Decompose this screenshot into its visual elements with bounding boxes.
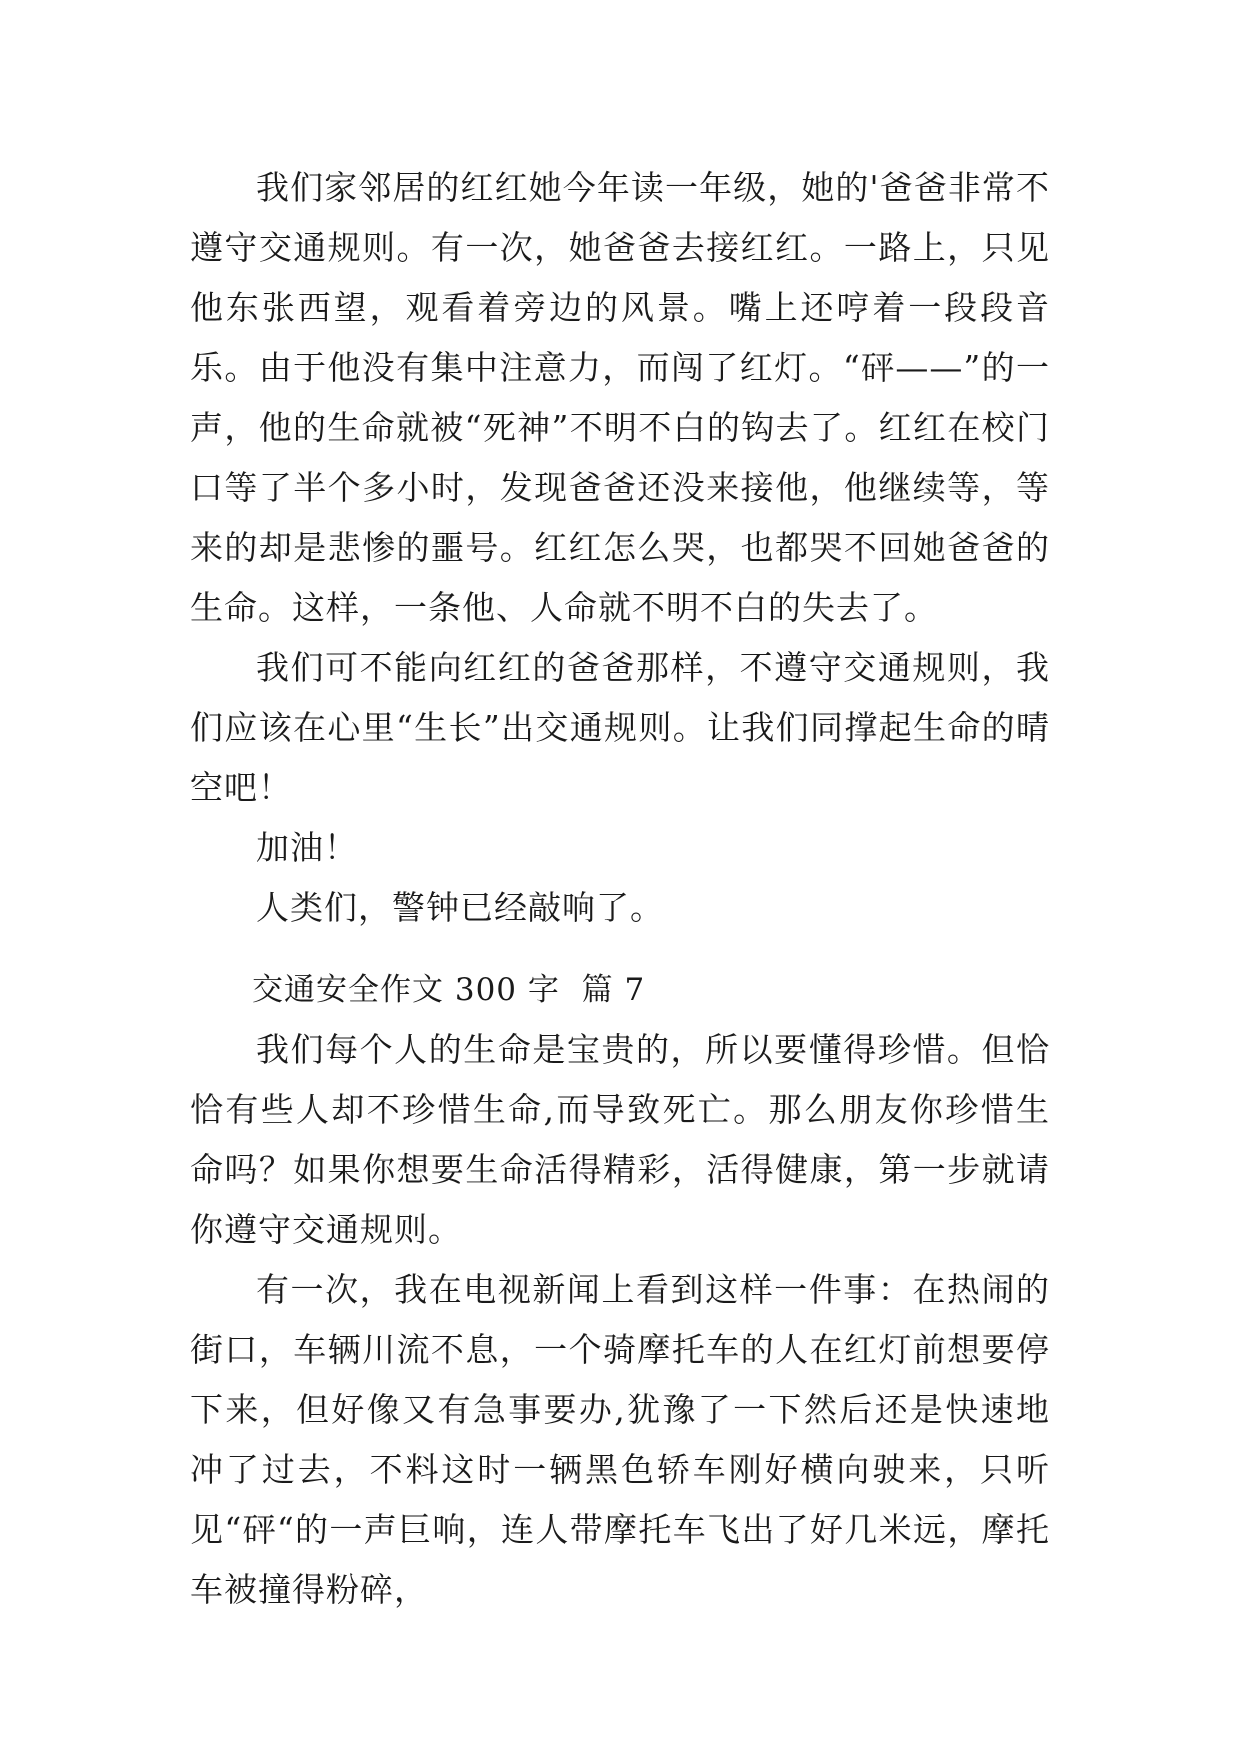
paragraph: 我们每个人的生命是宝贵的，所以要懂得珍惜。但恰恰有些人却不珍惜生命,而导致死亡。那么朋友你珍惜生命吗？如果你想要生命活得精彩，活得健康，第一步就请你遵守交通规则。 [190, 1030, 1050, 1249]
paragraph: 我们可不能向红红的爸爸那样，不遵守交通规则，我们应该在心里“生长”出交通规则。让我们同撑起生命的晴空吧！ [190, 648, 1050, 807]
essay-section-7 [190, 960, 1050, 1620]
paragraph: 加油！ [256, 828, 358, 867]
paragraph: 我们家邻居的红红她今年读一年级，她的'爸爸非常不遵守交通规则。有一次，她爸爸去接红红。一路上，只见他东张西望，观看着旁边的风景。嘴上还哼着一段段音乐。由于他没有集中注意力，而闯了红灯。“砰——”的一声，他的生命就被“死神”不明不白的钩去了。红红在校门口等了半个多小时，发现爸爸还没来接他，他继续等，等来的却是悲惨的噩号。红红怎么哭，也都哭不回她爸爸的生命。这样，一条他、人命就不明不白的失去了。 [190, 168, 1050, 627]
essay-heading: 交通安全作文 300 字 篇 7 [252, 972, 646, 1008]
paragraph: 有一次，我在电视新闻上看到这样一件事：在热闹的街口，车辆川流不息，一个骑摩托车的人在红灯前想要停下来，但好像又有急事要办,犹豫了一下然后还是快速地冲了过去，不料这时一辆黑色轿车刚好横向驶来，只听见“砰“的一声巨响，连人带摩托车飞出了好几米远，摩托车被撞得粉碎， [190, 1270, 1050, 1609]
paragraph: 人类们，警钟已经敲响了。 [256, 888, 664, 927]
essay-section-continued [190, 158, 1050, 938]
